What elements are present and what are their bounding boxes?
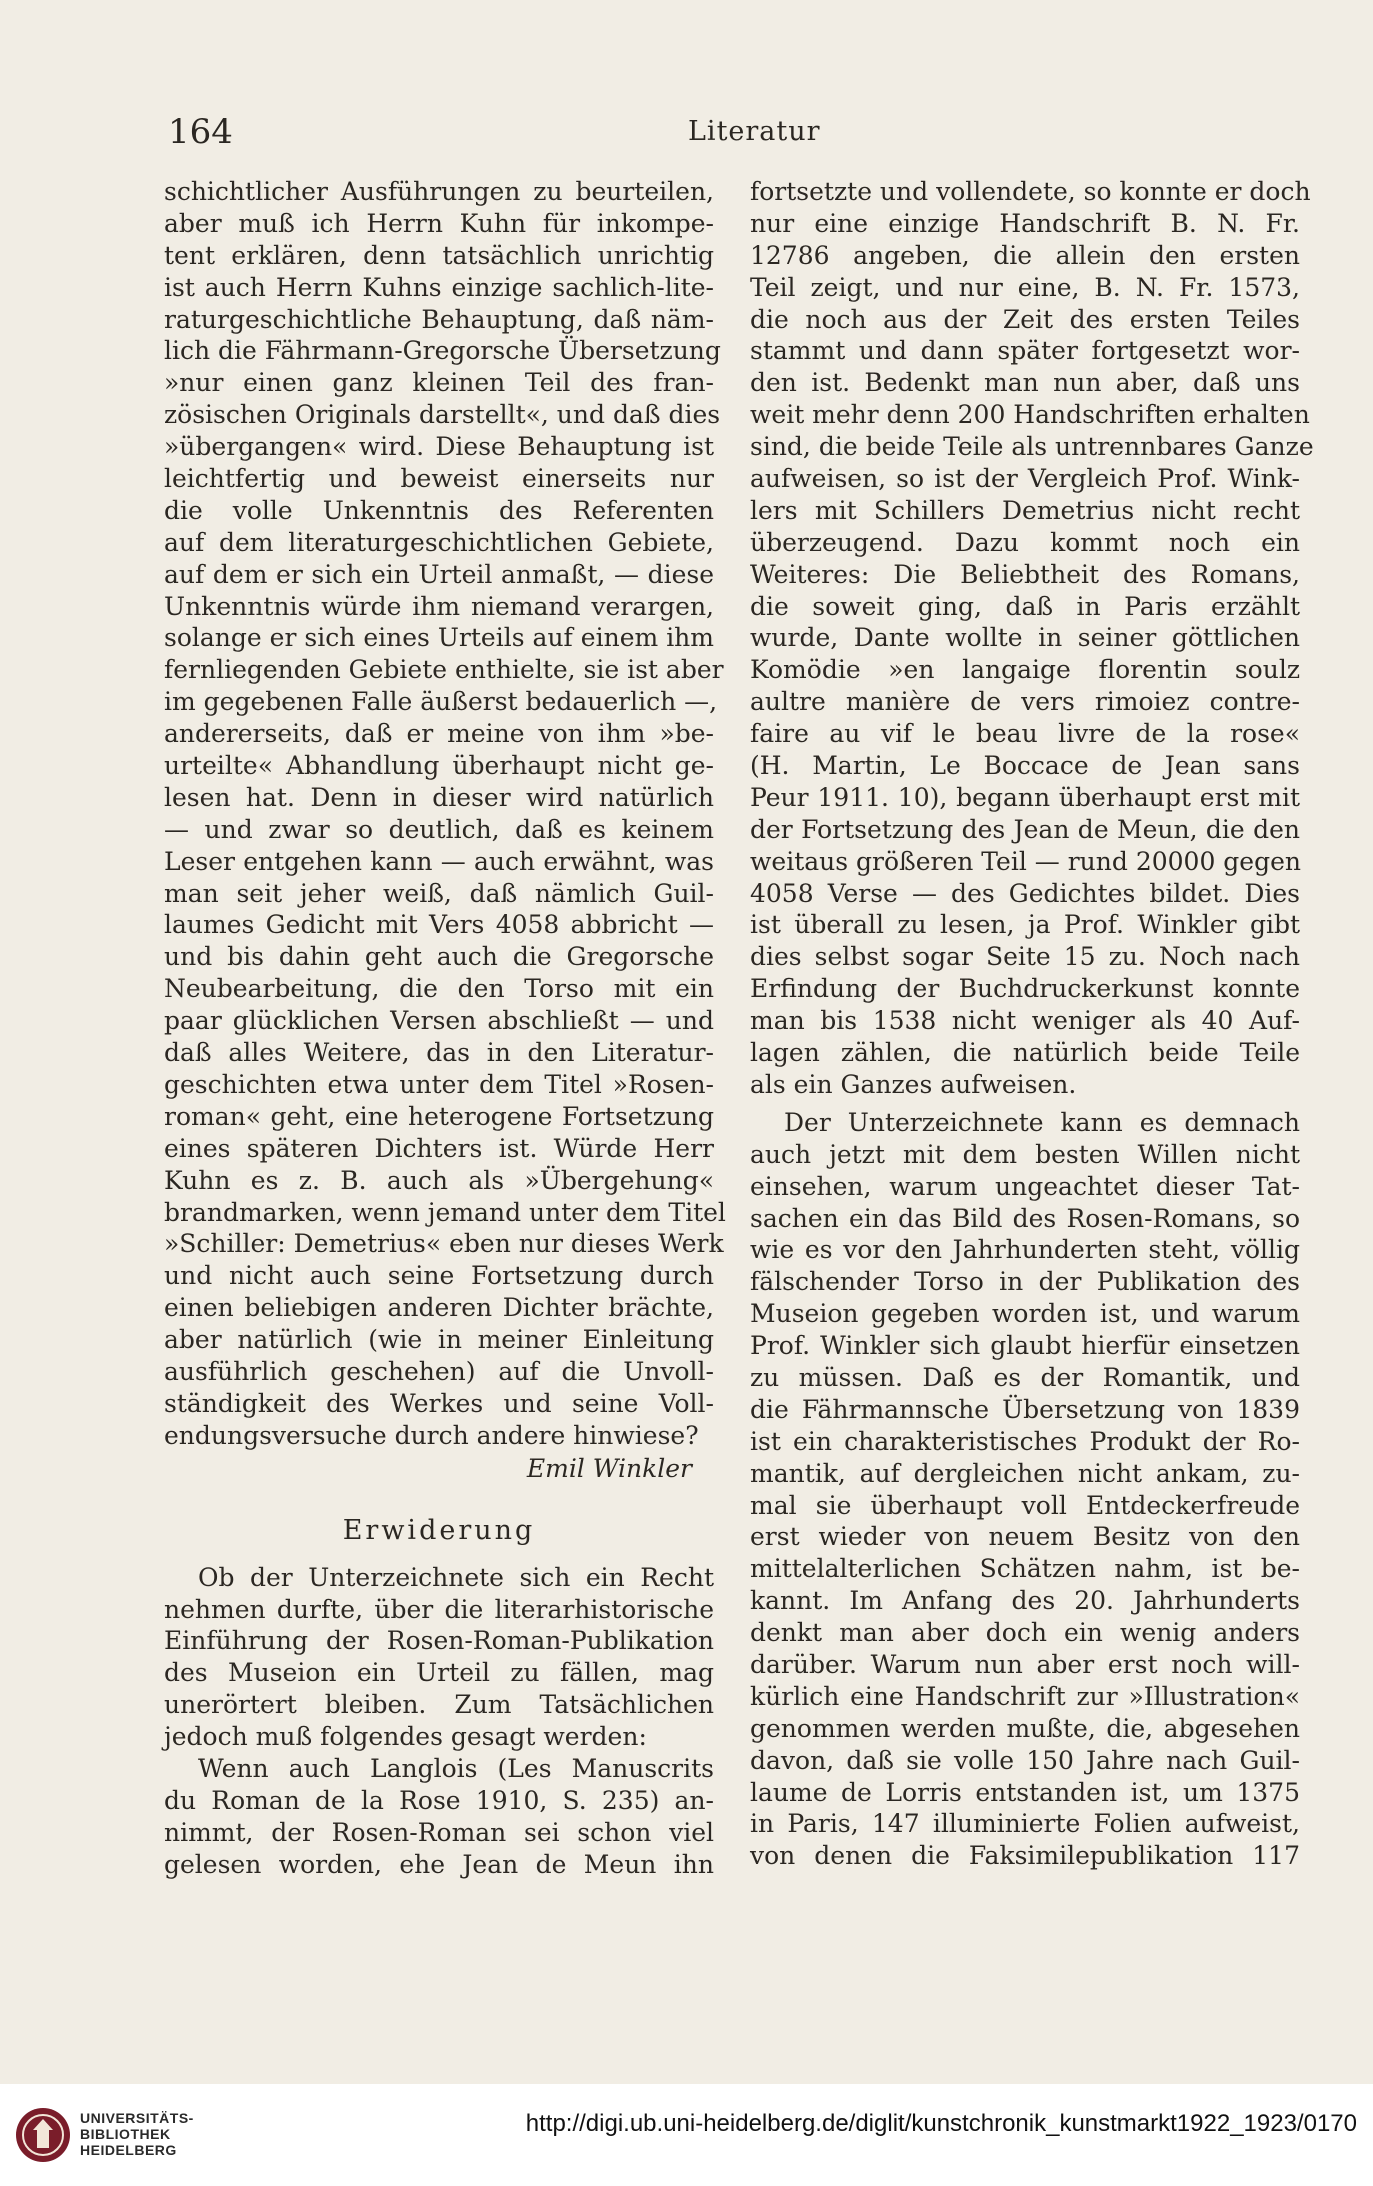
text-line: mantik, auf dergleichen nicht ankam, zu- [750, 1458, 1300, 1488]
text-line: aber natürlich (wie in meiner Einleitung [164, 1325, 714, 1355]
text-line: Weiteres: Die Beliebtheit des Romans, [750, 559, 1300, 589]
section-heading: Erwiderung [342, 1514, 536, 1546]
text-line: die Fährmannsche Übersetzung von 1839 [750, 1394, 1300, 1424]
text-line: die volle Unkenntnis des Referenten [164, 495, 714, 525]
text-line: aufweisen, so ist der Vergleich Prof. Wink- [750, 464, 1300, 494]
text-line: einsehen, warum ungeachtet dieser Tat- [750, 1171, 1300, 1201]
text-line: überzeugend. Dazu kommt noch ein [750, 527, 1300, 557]
text-line: aultre manière de vers rimoiez contre- [750, 687, 1300, 717]
text-line: eines späteren Dichters ist. Würde Herr [164, 1133, 714, 1163]
text-line: des Museion ein Urteil zu fällen, mag [164, 1658, 714, 1688]
text-line: paar glücklichen Versen abschließt — und [164, 1006, 714, 1036]
text-line: wie es vor den Jahrhunderten steht, völlig [750, 1235, 1300, 1265]
text-line: auch jetzt mit dem besten Willen nicht [750, 1139, 1300, 1169]
text-line: gelesen worden, ehe Jean de Meun ihn [164, 1849, 714, 1879]
text-line: stammt und dann später fortgesetzt wor- [750, 336, 1300, 366]
text-line: ständigkeit des Werkes und seine Voll- [164, 1388, 714, 1418]
page-number: 164 [168, 112, 233, 152]
text-line: Kuhn es z. B. auch als »Übergehung« [164, 1165, 714, 1195]
source-link[interactable]: http://digi.ub.uni-heidelberg.de/diglit/kunstchronik_kunstmarkt1922_1923/0170 [525, 2110, 1357, 2137]
text-line: unerörtert bleiben. Zum Tatsächlichen [164, 1690, 714, 1720]
text-line: genommen werden mußte, die, abgesehen [750, 1713, 1300, 1743]
text-line: der Fortsetzung des Jean de Meun, die den [750, 814, 1300, 844]
text-line: nur eine einzige Handschrift B. N. Fr. [750, 208, 1300, 238]
text-line: weitaus größeren Teil — rund 20000 gegen [750, 846, 1302, 876]
text-line: »Schiller: Demetrius« eben nur dieses Werk [164, 1229, 724, 1259]
text-line: schichtlicher Ausführungen zu beurteilen, [164, 177, 714, 206]
left-column [164, 176, 726, 1881]
text-line: und nicht auch seine Fortsetzung durch [164, 1261, 714, 1291]
text-line: jedoch muß folgendes gesagt werden: [164, 1722, 647, 1752]
text-line: aber muß ich Herrn Kuhn für inkompe- [164, 208, 714, 238]
text-line: Peur 1911. 10), begann überhaupt erst mit [750, 782, 1300, 812]
text-line: Wenn auch Langlois (Les Manuscrits [198, 1753, 714, 1783]
reply-paragraph [164, 1562, 714, 1753]
text-line: tent erklären, denn tatsächlich unrichtig [164, 240, 714, 270]
text-line: urteilte« Abhandlung überhaupt nicht ge- [164, 751, 714, 781]
text-line: als ein Ganzes aufweisen. [750, 1069, 1077, 1099]
text-line: ist ein charakteristisches Produkt der Ro- [750, 1426, 1300, 1456]
text-line: die soweit ging, daß in Paris erzählt [750, 591, 1300, 621]
text-line: ausführlich geschehen) auf die Unvoll- [164, 1356, 714, 1386]
text-line: dies selbst sogar Seite 15 zu. Noch nach [750, 942, 1300, 972]
text-line: sind, die beide Teile als untrennbares Ganze [750, 432, 1314, 462]
library-name-line: UNIVERSITÄTS- [80, 2110, 194, 2126]
library-name-line: BIBLIOTHEK [80, 2126, 171, 2142]
text-line: Ob der Unterzeichnete sich ein Recht [198, 1562, 714, 1592]
text-line: faire au vif le beau livre de la rose« [750, 719, 1300, 749]
text-line: lesen hat. Denn in dieser wird natürlich [164, 782, 714, 812]
text-line: (H. Martin, Le Boccace de Jean sans [750, 751, 1300, 781]
text-line: fälschender Torso in der Publikation des [750, 1267, 1300, 1297]
text-line: im gegebenen Falle äußerst bedauerlich —, [164, 687, 718, 717]
text-line: sachen ein das Bild des Rosen-Romans, so [750, 1203, 1300, 1233]
text-line: ist überall zu lesen, ja Prof. Winkler gibt [750, 910, 1300, 940]
text-line: davon, daß sie volle 150 Jahre nach Guil- [750, 1745, 1300, 1775]
text-line: mittelalterlichen Schätzen nahm, ist be- [750, 1554, 1300, 1584]
text-line: Museion gegeben worden ist, und warum [750, 1299, 1300, 1329]
text-line: weit mehr denn 200 Handschriften erhalten [750, 400, 1310, 430]
text-line: die noch aus der Zeit des ersten Teiles [750, 304, 1300, 334]
footer-bar [0, 2084, 1373, 2186]
text-line: in Paris, 147 illuminierte Folien aufweist, [750, 1809, 1300, 1839]
text-line: du Roman de la Rose 1910, S. 235) an- [164, 1785, 714, 1815]
library-name [80, 2110, 194, 2158]
text-line: Neubearbeitung, die den Torso mit ein [164, 974, 714, 1004]
text-line: »nur einen ganz kleinen Teil des fran- [164, 368, 714, 398]
text-line: einen beliebigen anderen Dichter brächte, [164, 1293, 714, 1323]
text-line: nimmt, der Rosen-Roman sei schon viel [164, 1817, 714, 1847]
text-line: auf dem er sich ein Urteil anmaßt, — diese [164, 559, 714, 589]
text-line: fortsetzte und vollendete, so konnte er doch [750, 177, 1311, 206]
text-line: darüber. Warum nun aber erst noch will- [750, 1649, 1300, 1679]
running-title: Literatur [688, 116, 821, 147]
text-line: lers mit Schillers Demetrius nicht recht [750, 495, 1300, 525]
text-line: man seit jeher weiß, daß nämlich Guil- [164, 878, 714, 908]
text-line: zösischen Originals darstellt«, und daß dies [164, 400, 721, 430]
reply-paragraph [164, 1753, 714, 1881]
text-line: man bis 1538 nicht weniger als 40 Auf- [750, 1006, 1300, 1036]
text-line: brandmarken, wenn jemand unter dem Titel [164, 1197, 726, 1227]
library-name-line: HEIDELBERG [80, 2142, 177, 2158]
text-line: lich die Fährmann-Gregorsche Übersetzung [164, 336, 721, 366]
text-line: endungsversuche durch andere hinwiese? [164, 1420, 699, 1450]
university-seal-icon [14, 2106, 72, 2164]
text-line: Der Unterzeichnete kann es demnach [784, 1107, 1300, 1137]
text-line: kannt. Im Anfang des 20. Jahrhunderts [750, 1586, 1300, 1616]
text-line: geschichten etwa unter dem Titel »Rosen- [164, 1069, 714, 1099]
text-line: Unkenntnis würde ihm niemand verargen, [164, 591, 714, 621]
text-line: Teil zeigt, und nur eine, B. N. Fr. 1573, [750, 272, 1300, 302]
text-line: Erfindung der Buchdruckerkunst konnte [750, 974, 1300, 1004]
text-line: mal sie überhaupt voll Entdeckerfreude [750, 1490, 1300, 1520]
reply-paragraph [750, 1107, 1300, 1872]
text-line: roman« geht, eine heterogene Fortsetzung [164, 1101, 714, 1131]
text-line: kürlich eine Handschrift zur »Illustration« [750, 1681, 1300, 1711]
signature: Emil Winkler [526, 1453, 692, 1483]
text-line: denkt man aber doch ein wenig anders [750, 1618, 1300, 1648]
text-line: von denen die Faksimilepublikation 117 [750, 1841, 1300, 1871]
letter-paragraph [164, 176, 726, 1452]
text-line: wurde, Dante wollte in seiner göttlichen [750, 623, 1300, 653]
text-line: — und zwar so deutlich, daß es keinem [164, 814, 714, 844]
reply-paragraph [750, 176, 1314, 1101]
text-line: andererseits, daß er meine von ihm »be- [164, 719, 714, 749]
text-line: Leser entgehen kann — auch erwähnt, was [164, 846, 714, 876]
text-line: zu müssen. Daß es der Romantik, und [750, 1362, 1300, 1392]
text-line: lagen zählen, die natürlich beide Teile [750, 1038, 1300, 1068]
text-line: ist auch Herrn Kuhns einzige sachlich-lite- [164, 272, 714, 302]
text-line: laumes Gedicht mit Vers 4058 abbricht — [164, 910, 714, 940]
text-line: auf dem literaturgeschichtlichen Gebiete, [164, 527, 714, 557]
text-line: 4058 Verse — des Gedichtes bildet. Dies [750, 878, 1300, 908]
text-line: den ist. Bedenkt man nun aber, daß uns [750, 368, 1300, 398]
text-line: Komödie »en langaige florentin soulz [750, 655, 1300, 685]
text-line: erst wieder von neuem Besitz von den [750, 1522, 1300, 1552]
text-line: »übergangen« wird. Diese Behauptung ist [164, 432, 714, 462]
text-line: daß alles Weitere, das in den Literatur- [164, 1038, 714, 1068]
text-line: Prof. Winkler sich glaubt hierfür einsetzen [750, 1331, 1300, 1361]
text-line: laume de Lorris entstanden ist, um 1375 [750, 1777, 1300, 1807]
text-line: solange er sich eines Urteils auf einem ihm [164, 623, 714, 653]
text-line: und bis dahin geht auch die Gregorsche [164, 942, 714, 972]
text-line: fernliegenden Gebiete enthielte, sie ist aber [164, 655, 724, 685]
right-column [750, 176, 1314, 1872]
text-line: 12786 angeben, die allein den ersten [750, 240, 1300, 270]
text-line: Einführung der Rosen-Roman-Publikation [164, 1626, 714, 1656]
text-line: leichtfertig und beweist einerseits nur [164, 464, 714, 494]
text-line: raturgeschichtliche Behauptung, daß näm- [164, 304, 714, 334]
text-line: nehmen durfte, über die literarhistorische [164, 1594, 714, 1624]
